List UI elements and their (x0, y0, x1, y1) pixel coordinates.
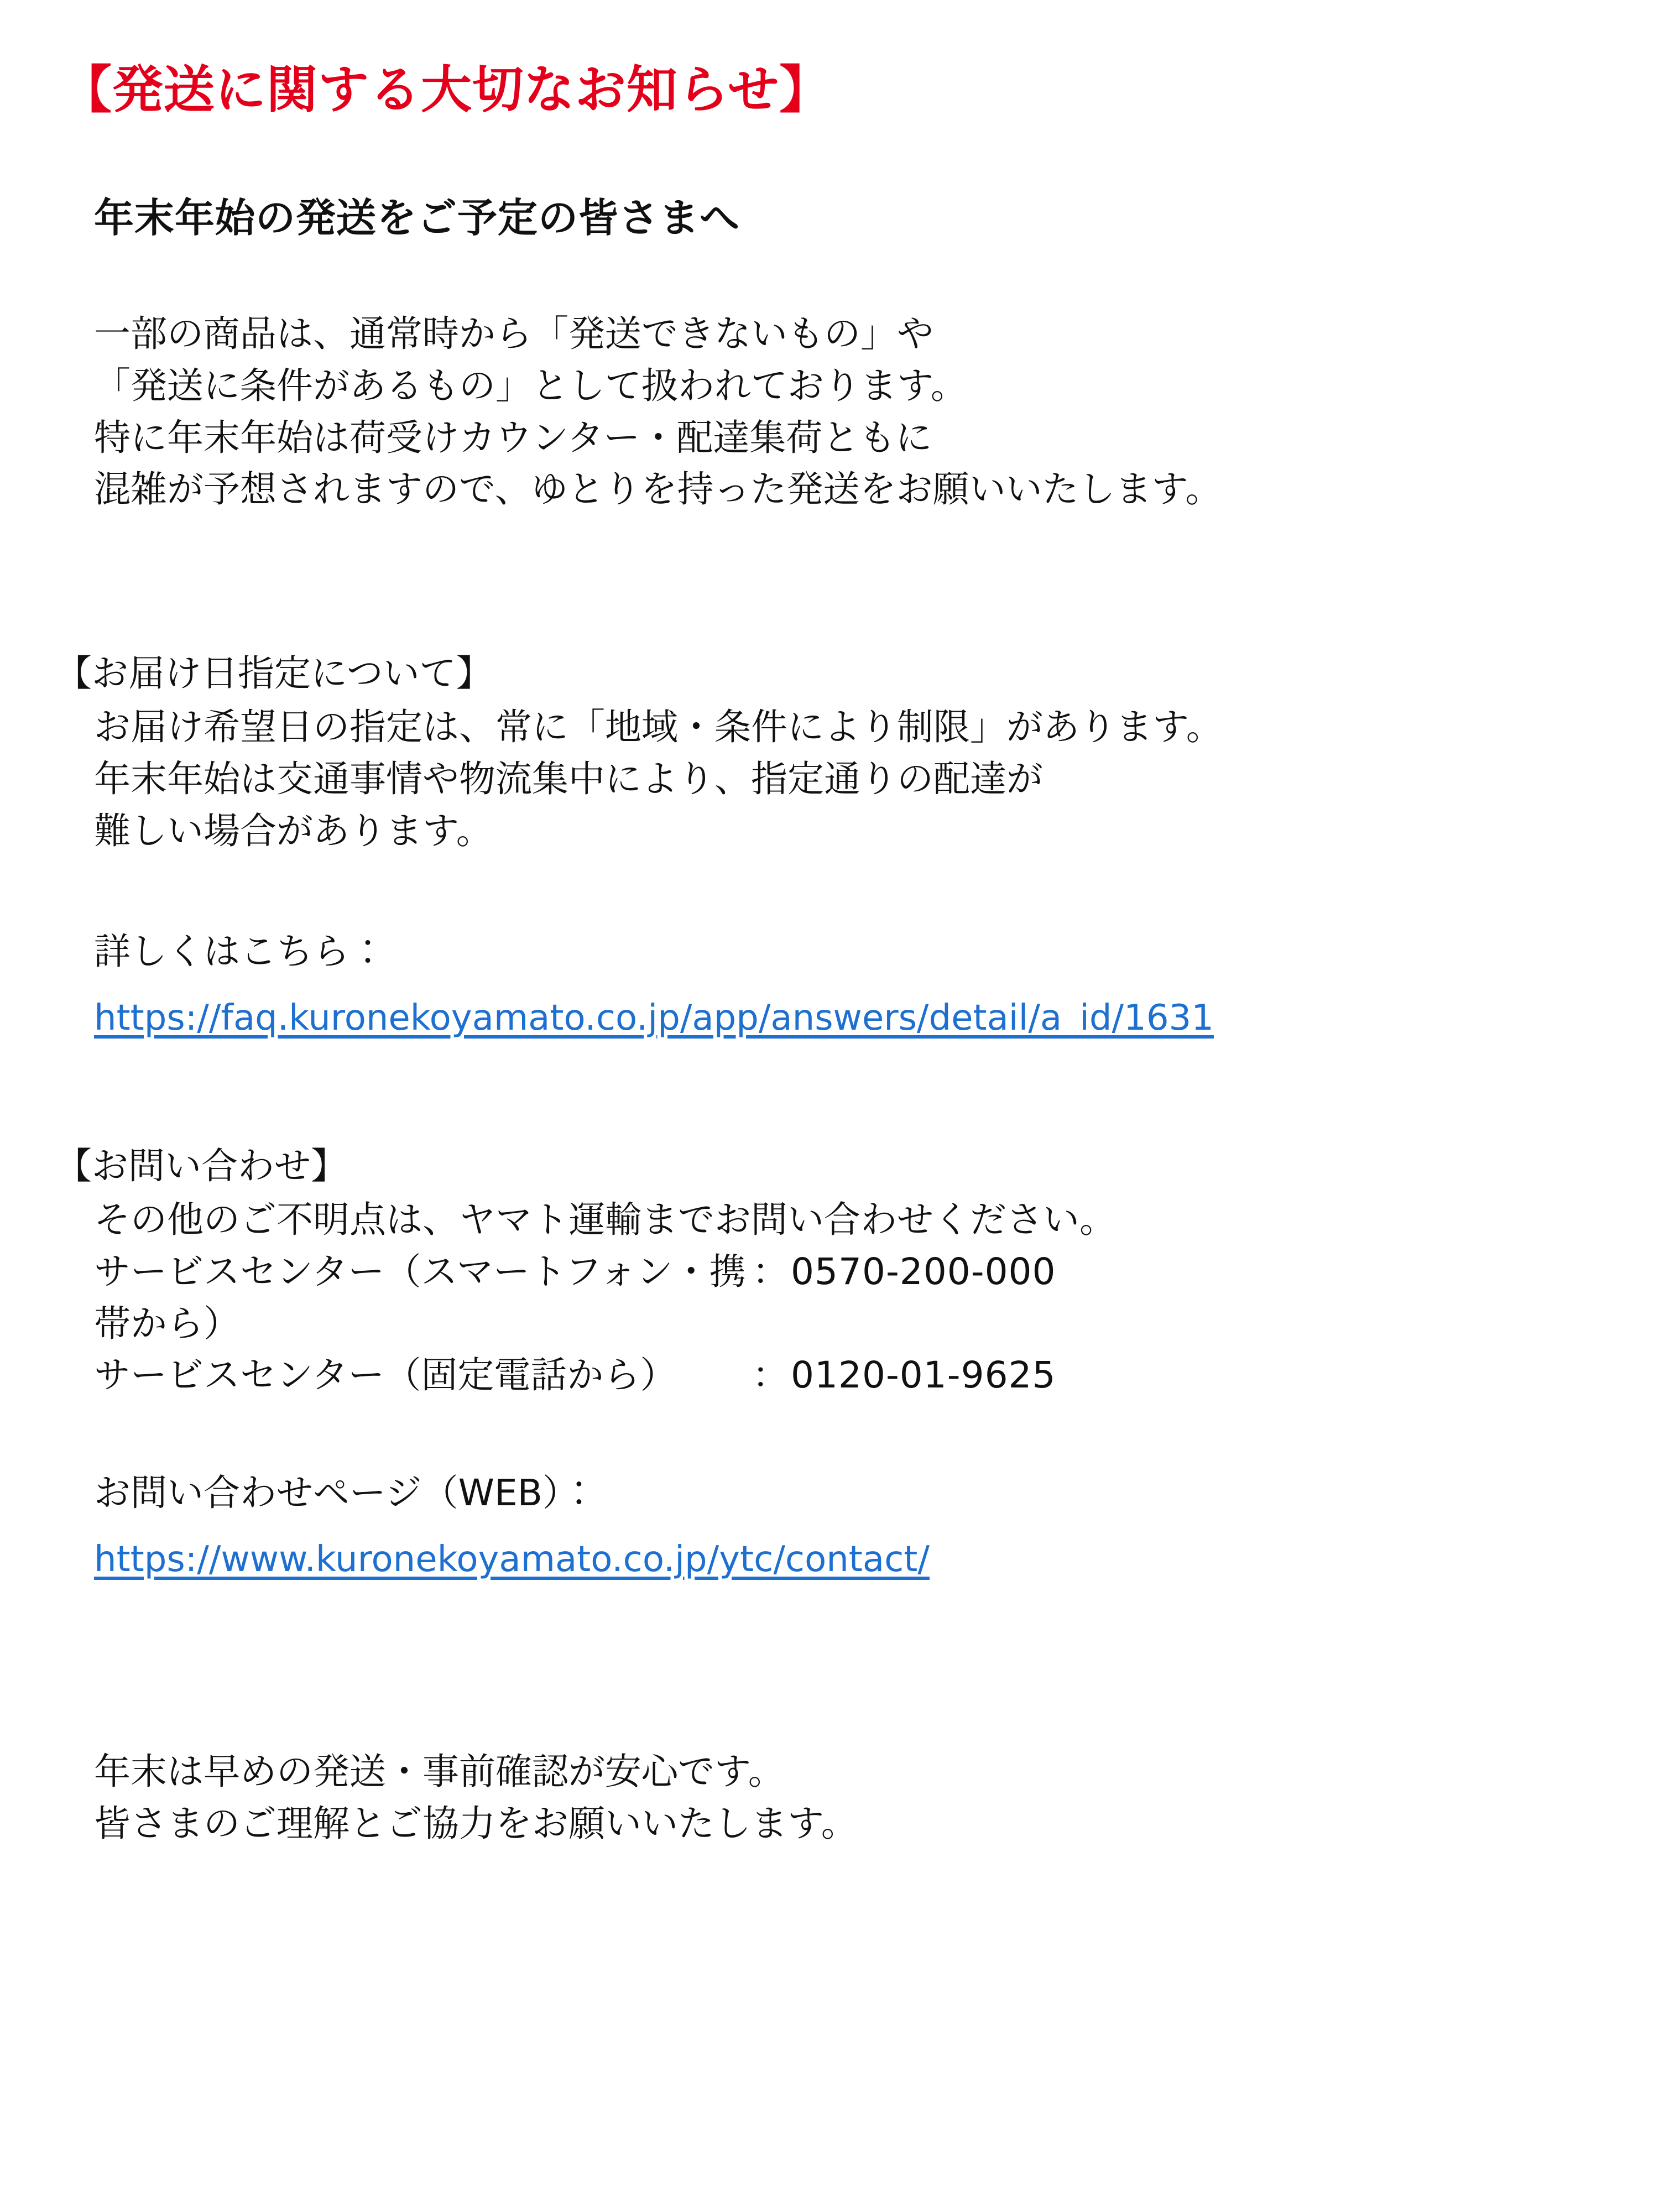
intro-line: 特に年末年始は荷受けカウンター・配達集荷ともに (94, 416, 932, 459)
contact-page-link[interactable]: https://www.kuronekoyamato.co.jp/ytc/contact/ (94, 1539, 930, 1580)
contact-section-heading: 【お問い合わせ】 (55, 1144, 347, 1187)
faq-link-row (94, 993, 1593, 1044)
web-contact-label: お問い合わせページ（WEB）： (94, 1472, 597, 1515)
phone-number: 0120-01-9625 (791, 1354, 1056, 1397)
contact-section (55, 1141, 1593, 1585)
phone-number: 0570-200-000 (791, 1250, 1056, 1293)
phone-row (94, 1246, 1593, 1349)
page-subtitle: 年末年始の発送をご予定の皆さまへ (94, 194, 740, 241)
phone-row (94, 1349, 1593, 1401)
delivery-line: お届け希望日の指定は、常に「地域・条件により制限」があります。 (94, 706, 1223, 749)
faq-link[interactable]: https://faq.kuronekoyamato.co.jp/app/answers/detail/a_id/1631 (94, 998, 1214, 1039)
web-link-row (94, 1534, 1593, 1585)
delivery-date-section (55, 648, 1593, 1044)
closing-line: 年末は早めの発送・事前確認が安心です。 (94, 1750, 785, 1793)
phone-separator: ： (752, 1354, 789, 1397)
delivery-line: 年末年始は交通事情や物流集中により、指定通りの配達が (94, 758, 1043, 801)
delivery-line: 難しい場合があります。 (94, 809, 493, 852)
phone-separator: ： (752, 1250, 789, 1293)
intro-paragraph (94, 308, 1593, 515)
details-label: 詳しくはこちら： (94, 930, 386, 973)
delivery-section-body (94, 701, 1593, 857)
intro-line: 「発送に条件があるもの」として扱われております。 (94, 364, 967, 407)
contact-line: その他のご不明点は、ヤマト運輸までお問い合わせください。 (94, 1198, 1116, 1241)
intro-line: 一部の商品は、通常時から「発送できないもの」や (94, 312, 933, 356)
intro-line: 混雑が予想されますので、ゆとりを持った発送をお願いいたします。 (94, 468, 1222, 511)
contact-section-body (94, 1194, 1593, 1401)
delivery-section-heading: 【お届け日指定について】 (55, 652, 493, 695)
phone-label: サービスセンター（固定電話から） (94, 1354, 677, 1397)
closing-line: 皆さまのご理解とご協力をお願いいたします。 (94, 1802, 858, 1845)
page-title: 【発送に関する大切なお知らせ】 (61, 60, 831, 119)
phone-label: サービスセンター（スマートフォン・携帯から） (94, 1250, 746, 1345)
closing-paragraph (94, 1746, 1593, 1849)
